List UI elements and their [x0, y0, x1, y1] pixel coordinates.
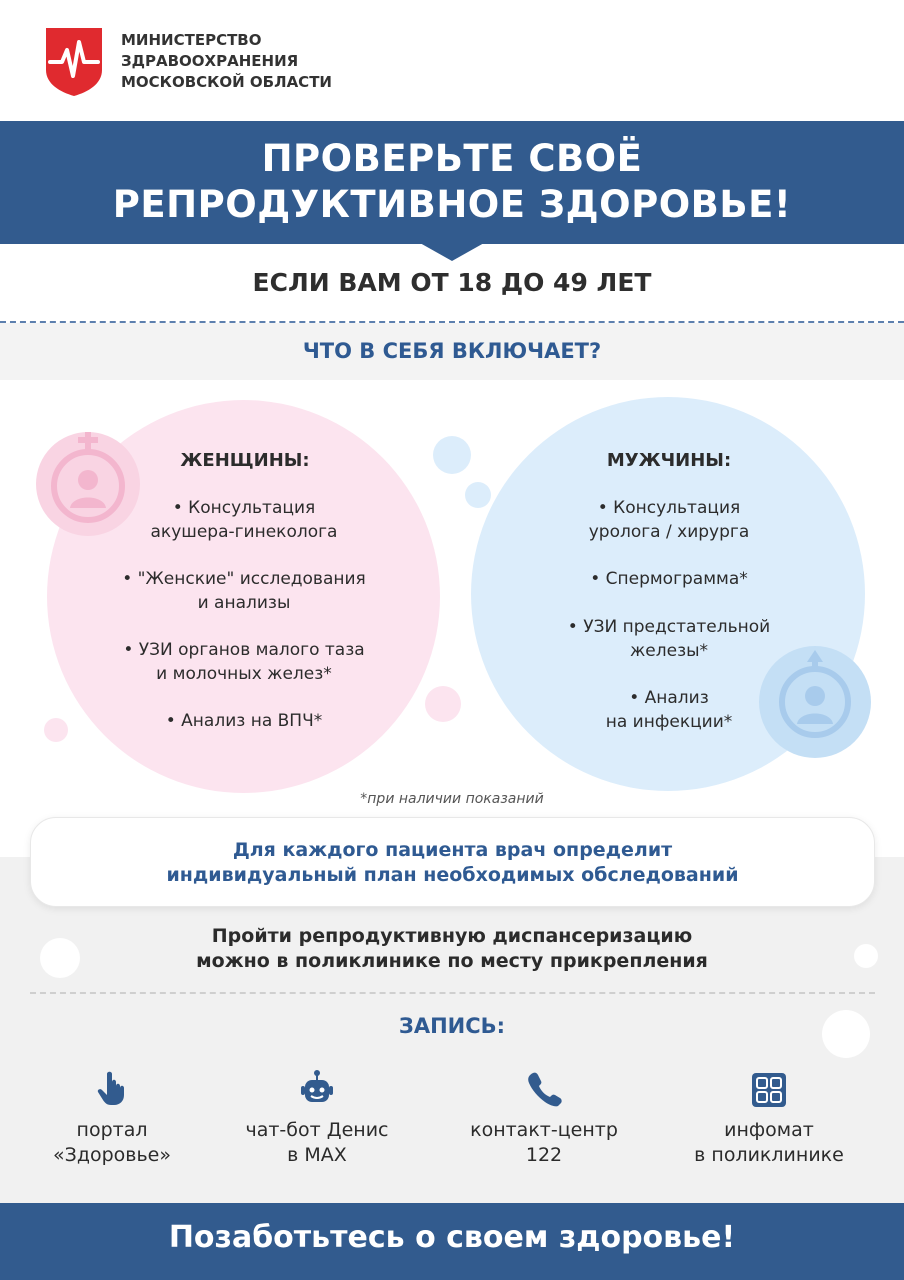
- method-label: [446, 1118, 642, 1168]
- men-item-line: железы*: [629, 641, 709, 661]
- ministry-logo: [42, 24, 106, 98]
- women-item: [94, 496, 394, 544]
- age-range-heading: ЕСЛИ ВАМ ОТ 18 ДО 49 ЛЕТ: [252, 268, 652, 297]
- method-label: [674, 1118, 864, 1168]
- footer-slogan: Позаботьтесь о своем здоровье!: [168, 1220, 736, 1255]
- men-item: [519, 615, 819, 663]
- method-label-line: портал: [76, 1119, 148, 1141]
- infomat-grid-icon: [749, 1070, 789, 1110]
- women-item: [94, 638, 394, 686]
- page-title: [0, 136, 904, 228]
- men-title: МУЖЧИНЫ:: [606, 450, 732, 471]
- includes-heading: ЧТО В СЕБЯ ВКЛЮЧАЕТ?: [302, 339, 602, 363]
- phone-icon: [524, 1068, 564, 1108]
- method-label-line: 122: [525, 1144, 563, 1166]
- women-item-line: • Консультация: [172, 498, 316, 518]
- men-item-line: на инфекции*: [605, 712, 733, 732]
- men-item-line: • Консультация: [597, 498, 741, 518]
- women-item-line: и анализы: [197, 593, 291, 613]
- men-item-line: • Анализ: [629, 688, 709, 708]
- dashed-divider: [30, 992, 875, 994]
- page-title-line: РЕПРОДУКТИВНОЕ ЗДОРОВЬЕ!: [112, 183, 792, 226]
- women-item: [94, 567, 394, 615]
- chatbot-icon: [297, 1068, 337, 1108]
- method-chatbot[interactable]: [222, 1068, 412, 1178]
- decor-bubble: [465, 482, 491, 508]
- org-name-line: МИНИСТЕРСТВО: [121, 31, 262, 49]
- org-name-line: ЗДРАВООХРАНЕНИЯ: [121, 52, 299, 70]
- men-item-line: уролога / хирурга: [588, 522, 750, 542]
- pointer-hand-icon: [92, 1068, 132, 1108]
- signup-heading: ЗАПИСЬ:: [398, 1014, 506, 1038]
- women-item-line: • "Женские" исследования: [122, 569, 366, 589]
- method-infomat[interactable]: [674, 1068, 864, 1178]
- decor-bubble: [433, 436, 471, 474]
- men-item: [519, 567, 819, 591]
- method-label-line: инфомат: [724, 1119, 814, 1141]
- women-item-line: акушера-гинеколога: [150, 522, 338, 542]
- method-label-line: в MAX: [287, 1144, 347, 1166]
- plan-text: [30, 838, 875, 888]
- clinic-text-line: Пройти репродуктивную диспансеризацию: [211, 925, 693, 947]
- women-item-line: • Анализ на ВПЧ*: [165, 711, 323, 731]
- women-item-line: и молочных желез*: [156, 664, 332, 684]
- men-item-line: • УЗИ предстательной: [567, 617, 771, 637]
- method-label-line: «Здоровье»: [53, 1144, 171, 1166]
- women-item: [94, 709, 394, 733]
- org-name-line: МОСКОВСКОЙ ОБЛАСТИ: [121, 73, 332, 91]
- women-item-line: • УЗИ органов малого таза: [123, 640, 365, 660]
- men-item-line: • Спермограмма*: [590, 569, 748, 589]
- method-contact-center[interactable]: [446, 1068, 642, 1178]
- page-title-line: ПРОВЕРЬТЕ СВОЁ: [261, 137, 643, 180]
- method-portal[interactable]: [32, 1068, 192, 1178]
- method-label-line: чат-бот Денис: [245, 1119, 389, 1141]
- title-banner-pointer: [420, 243, 484, 261]
- method-label: [222, 1118, 412, 1168]
- women-title: ЖЕНЩИНЫ:: [180, 450, 310, 471]
- org-name: [121, 30, 441, 93]
- plan-text-line: индивидуальный план необходимых обследований: [166, 864, 739, 886]
- heartbeat-shield-icon: [42, 24, 106, 98]
- footnote: *при наличии показаний: [360, 791, 544, 807]
- plan-text-line: Для каждого пациента врач определит: [232, 839, 673, 861]
- method-label: [32, 1118, 192, 1168]
- decor-bubble: [44, 718, 68, 742]
- method-label-line: контакт-центр: [470, 1119, 618, 1141]
- method-label-line: в поликлинике: [694, 1144, 844, 1166]
- men-item: [519, 686, 819, 734]
- decor-bubble: [425, 686, 461, 722]
- clinic-text-line: можно в поликлинике по месту прикрепления: [196, 950, 708, 972]
- clinic-text: [0, 924, 904, 974]
- men-item: [519, 496, 819, 544]
